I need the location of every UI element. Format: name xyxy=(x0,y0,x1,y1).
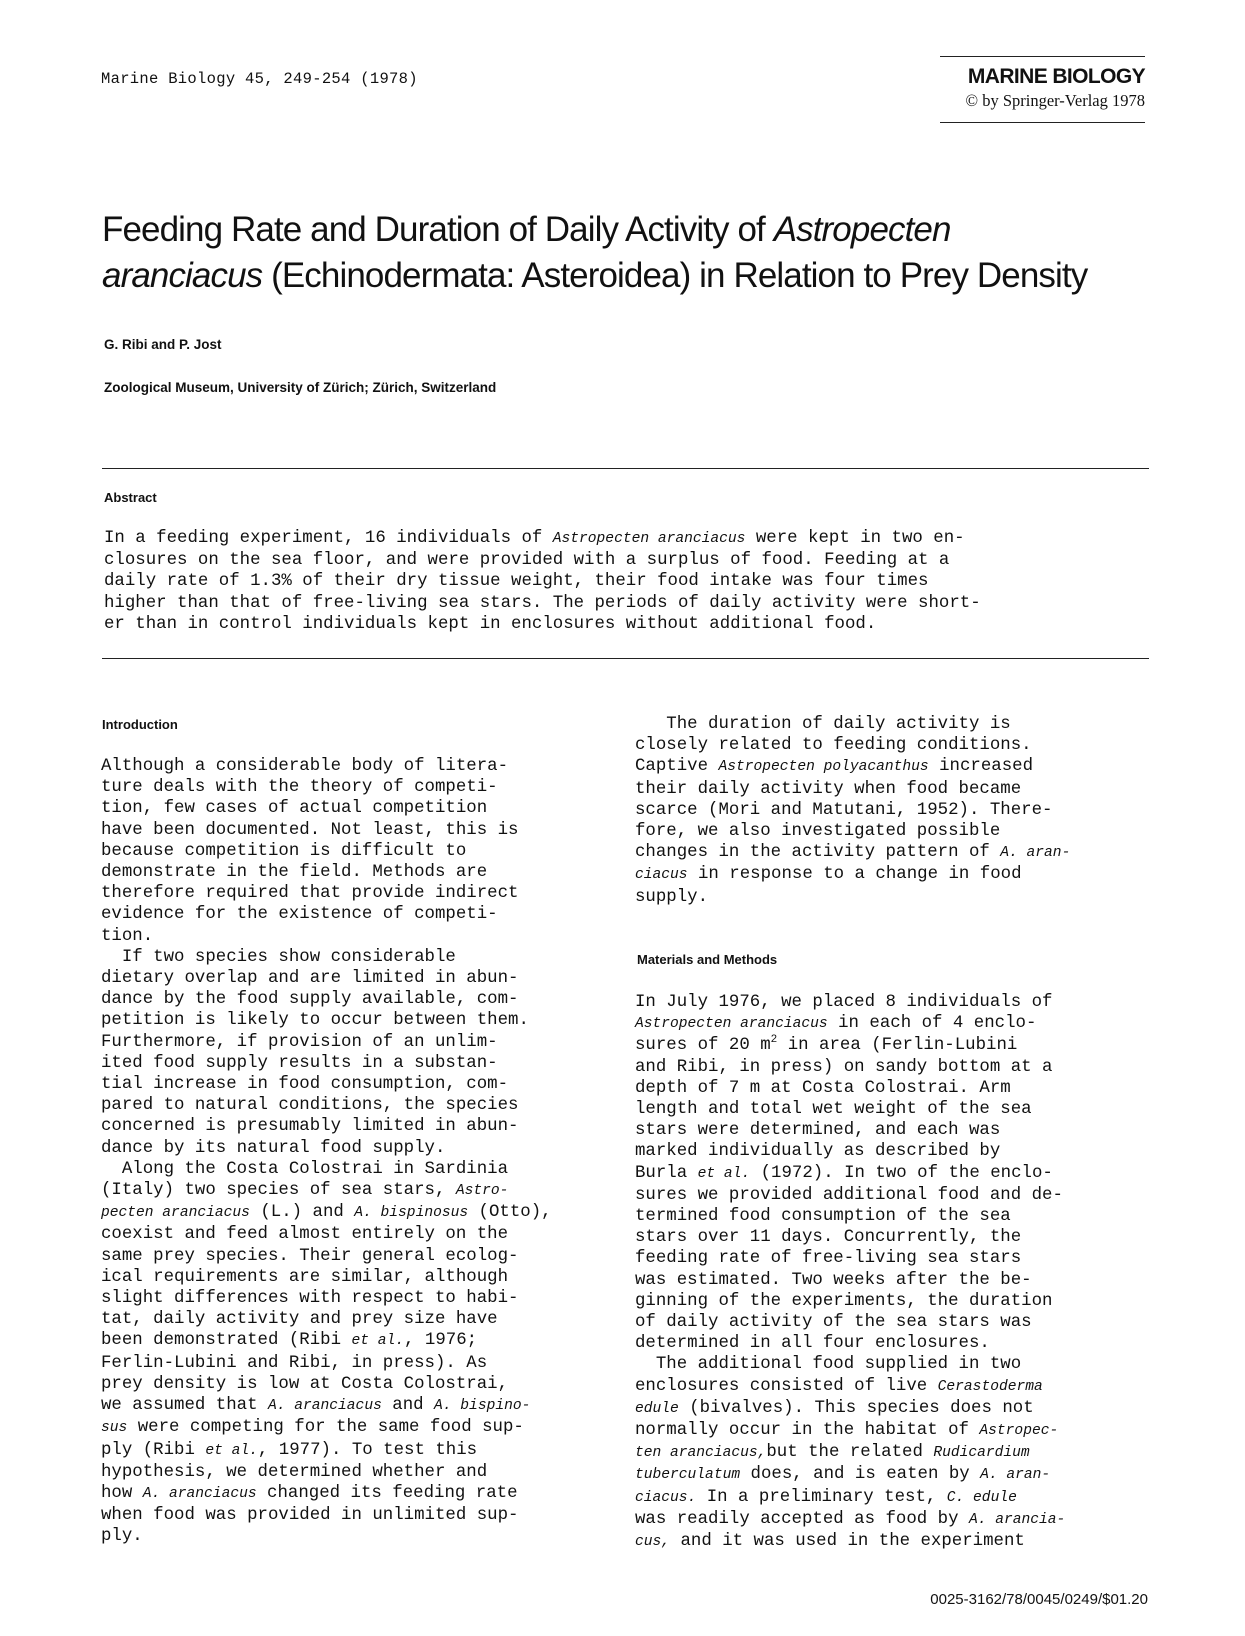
authors: G. Ribi and P. Jost xyxy=(104,337,222,352)
publication-code: 0025-3162/78/0045/0249/$01.20 xyxy=(930,1591,1148,1608)
journal-citation: Marine Biology 45, 249-254 (1978) xyxy=(101,70,418,88)
copyright-line: © by Springer-Verlag 1978 xyxy=(965,91,1145,110)
paper-title: Feeding Rate and Duration of Daily Activity of Astropecten aranciacus (Echinodermata: Asteroidea) in Relation to Prey Density xyxy=(102,210,1088,295)
journal-name: MARINE BIOLOGY xyxy=(967,65,1145,88)
affiliation: Zoological Museum, University of Zürich; Zürich, Switzerland xyxy=(104,380,497,395)
journal-masthead xyxy=(940,56,1145,123)
abstract-heading: Abstract xyxy=(104,490,157,505)
methods-heading: Materials and Methods xyxy=(637,952,778,967)
abstract-text: In a feeding experiment, 16 individuals of Astropecten aranciacus were kept in two en- closures on the sea floor, and were provided with a surplus of food. Feeding at a daily rate of 1.3% of their dry tissue weight, their food intake was four times higher than that of free-living sea stars. The periods of daily activity were short- er than in control individuals kept in enclosures without additional food. xyxy=(104,529,981,634)
introduction-heading: Introduction xyxy=(102,717,178,732)
methods-text: In July 1976, we placed 8 individuals of Astropecten aranciacus in each of 4 enclo- sures of 20 $m^2$ in area (Ferlin-Lubini and Ribi, in press) on sandy bottom at a depth of 7 m at Costa Colostrai. Arm length and total wet weight of the sea stars were determined, and each was marked individually as described by Burla et al. (1972). In two of the enclo- sures we provided additional food and de- termined food consumption of the sea stars over 11 days. Concurrently, the feeding rate of free-living sea stars was estimated. Two weeks after the be- ginning of the experiments, the duration of daily activity of the sea stars was determined in all four enclosures. The additional food supplied in two enclosures consisted of live Cerastoderma edule (bivalves). This species does not normally occur in the habitat of Astropec- ten aranciacus,but the related Rudicardium tuberculatum does, and is eaten by A. aran- ciacus. In a preliminary test, C. edule was readily accepted as food by A. arancia- cus, and it was used in the experiment xyxy=(635,993,1066,1552)
introduction-text: Although a considerable body of litera- ture deals with the theory of competi- tion, few cases of actual competition have been documented. Not least, this is because competition is difficult to demonstrate in the field. Methods are therefore required that provide indirect evidence for the existence of competi- tion. If two species show considerable dietary overlap and are limited in abun- dance by the food supply available, com- petition is likely to occur between them. Furthermore, if provision of an unlim- ited food supply results in a substan- tial increase in food consumption, com- pared to natural conditions, the species concerned is presumably limited in abun- dance by its natural food supply. Along the Costa Colostrai in Sardinia (Italy) two species of sea stars, Astro- pecten aranciacus (L.) and A. bispinosus (Otto), coexist and feed almost entirely on the same prey species. Their general ecolog- ical requirements are similar, although slight differences with respect to habi- tat, daily activity and prey size have been demonstrated (Ribi et al., 1976; Ferlin-Lubini and Ribi, in press). As prey density is low at Costa Colostrai, we assumed that A. aranciacus and A. bispino- sus were competing for the same food sup- ply (Ribi et al., 1977). To test this hypothesis, we determined whether and how A. aranciacus changed its feeding rate when food was provided in unlimited sup- ply. xyxy=(101,757,552,1547)
activity-intro-text: The duration of daily activity is closely related to feeding conditions. Captive Astropecten polyacanthus increased their daily activity when food became scarce (Mori and Matutani, 1952). There- fore, we also investigated possible changes in the activity pattern of A. aran- ciacus in response to a change in food supply. xyxy=(635,715,1071,907)
abstract-top-rule xyxy=(102,468,1149,469)
abstract-bottom-rule xyxy=(102,658,1149,659)
